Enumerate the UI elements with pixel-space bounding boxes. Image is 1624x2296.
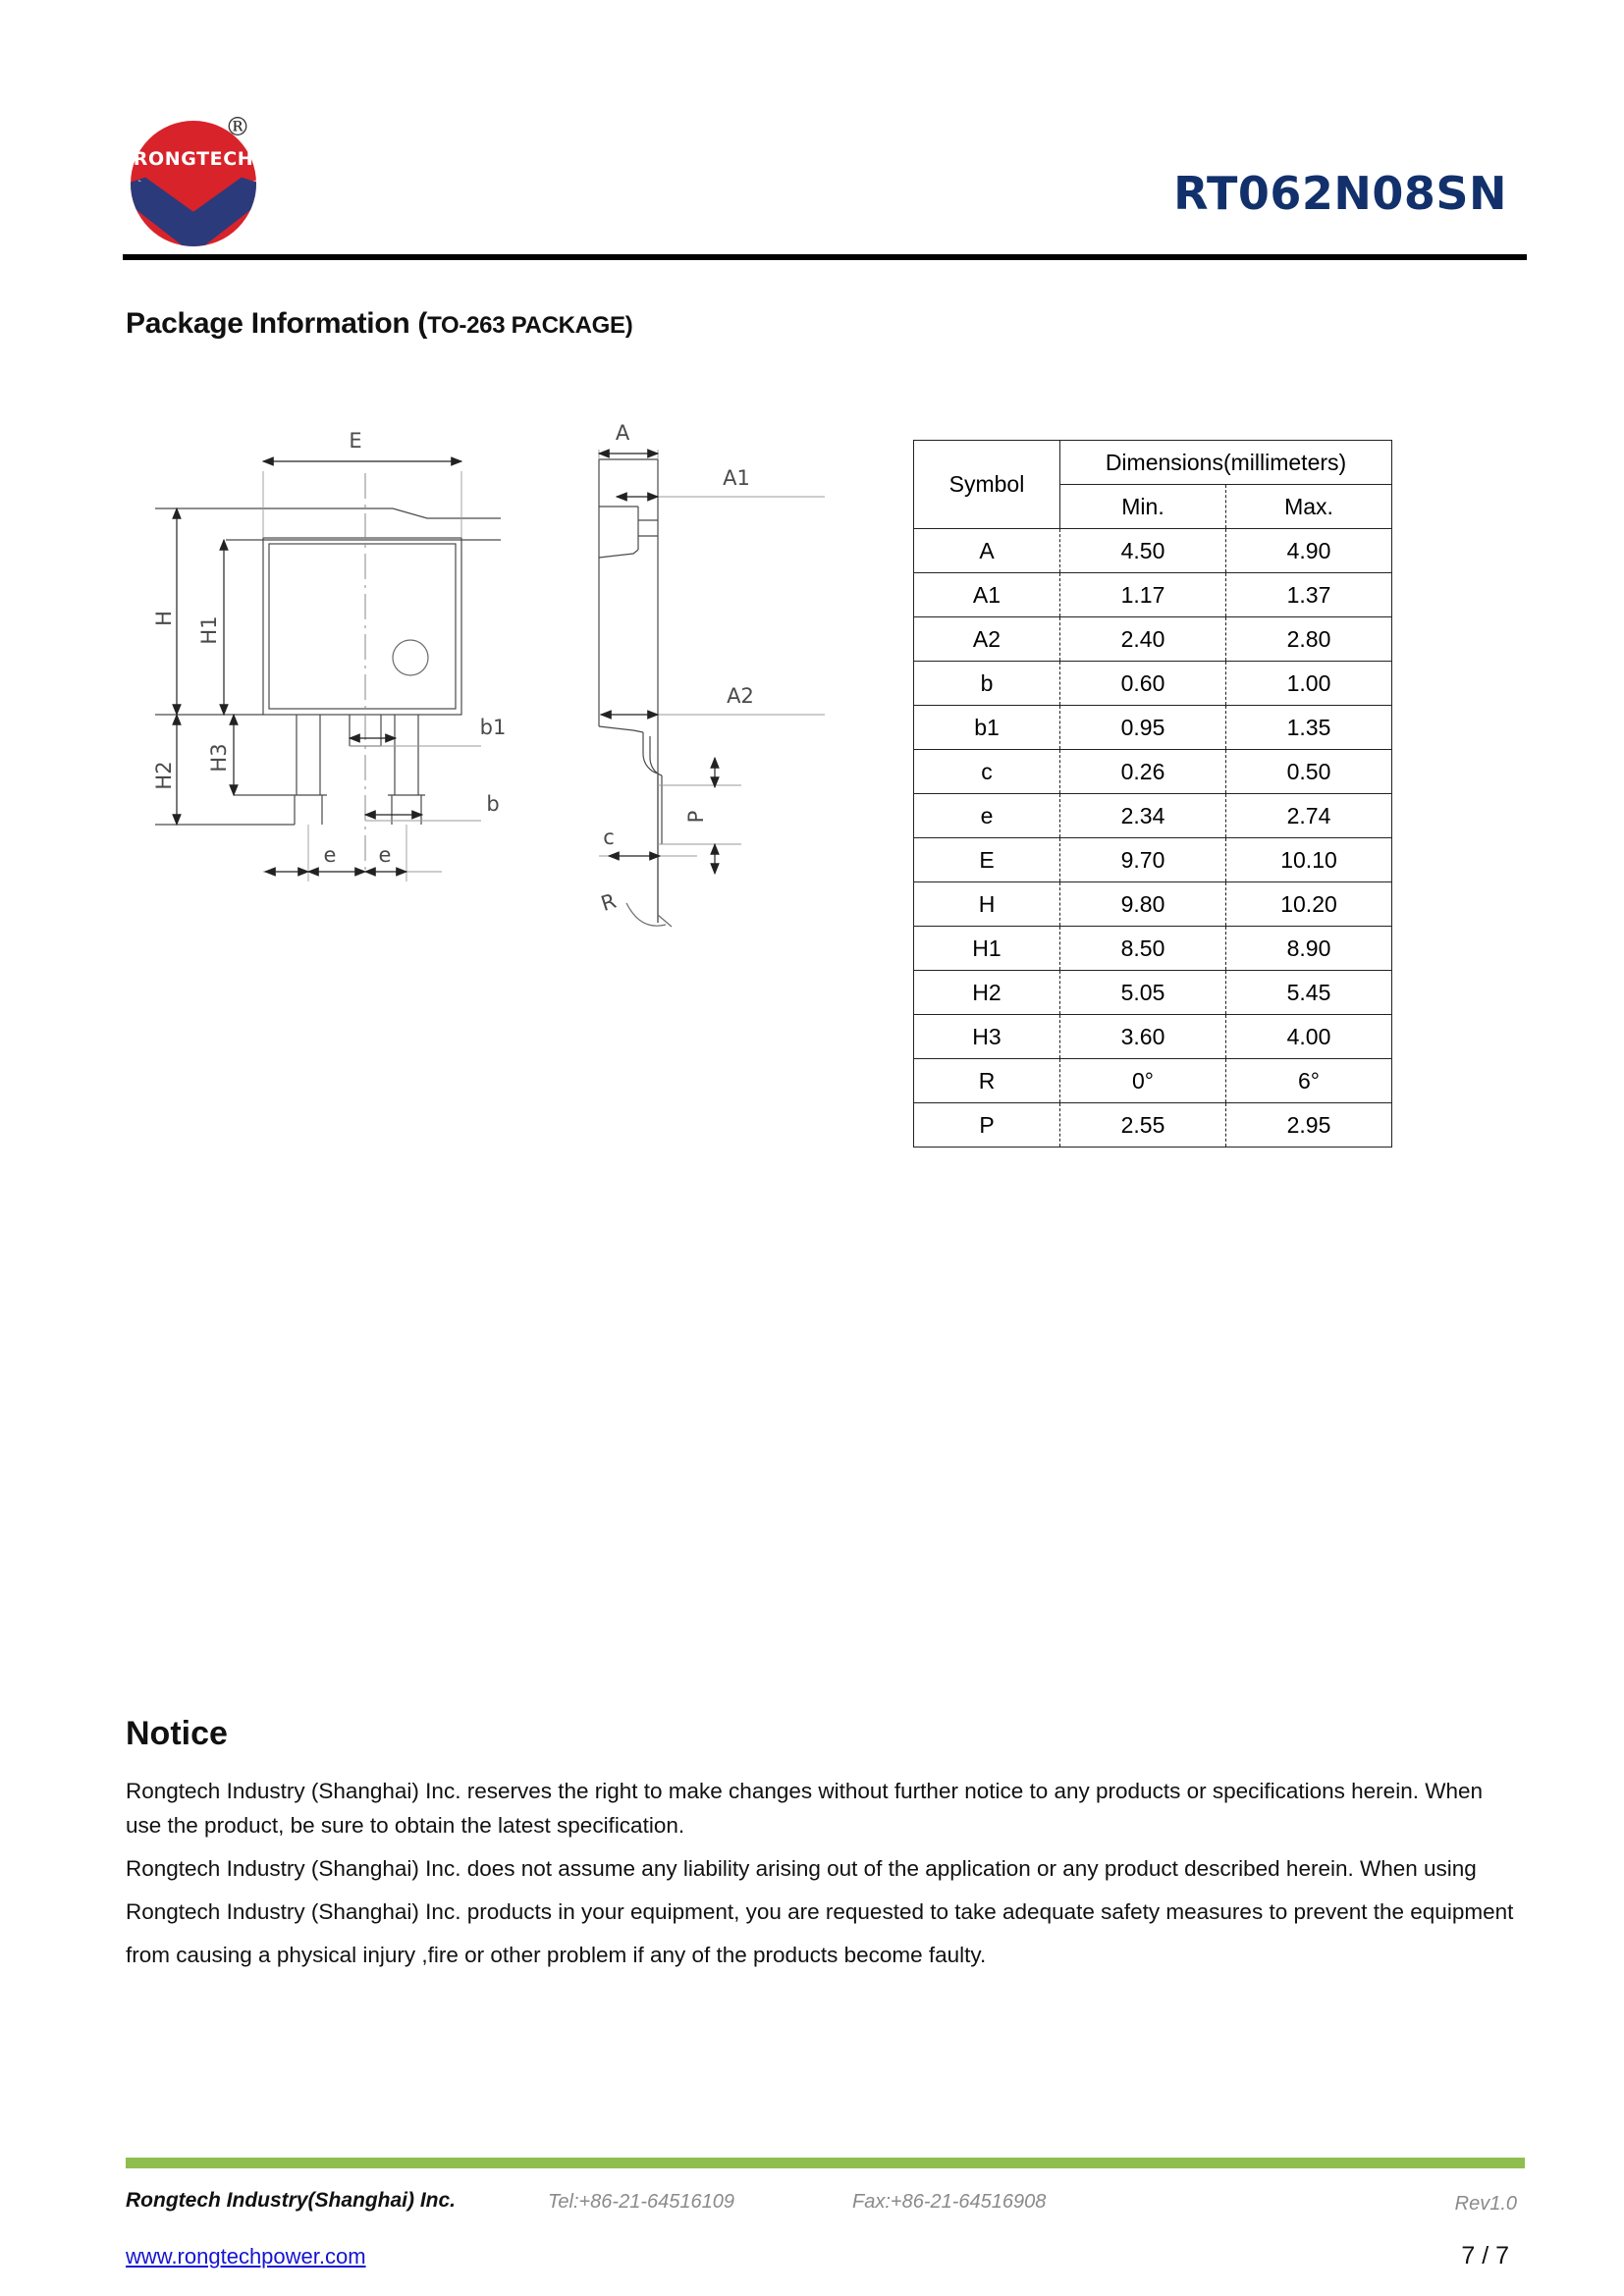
table-row [914,882,1392,927]
cell-max: 2.95 [1226,1103,1392,1148]
column-header-max: Max. [1226,485,1392,529]
dim-label-b: b [486,792,500,816]
notice-body [126,1775,1520,1976]
cell-symbol: H3 [914,1015,1060,1059]
cell-symbol: b1 [914,706,1060,750]
table-row [914,617,1392,662]
cell-min: 3.60 [1060,1015,1226,1059]
cell-max: 10.10 [1226,838,1392,882]
section-heading-sub: TO-263 PACKAGE) [427,312,633,339]
table-row [914,706,1392,750]
cell-min: 4.50 [1060,529,1226,573]
cell-min: 9.70 [1060,838,1226,882]
footer-revision: Rev1.0 [1454,2193,1517,2215]
notice-heading: Notice [126,1715,228,1752]
column-header-min: Min. [1060,485,1226,529]
notice-paragraph-2: Rongtech Industry (Shanghai) Inc. does not assume any liability arising out of the application or any product described herein. When using Rongtech Industry (Shanghai) Inc. products in your equipment, you are requested to take adequate safety measures to prevent the equipment from causing a physical injury ,fire or other problem if any of the products become faulty. [126,1855,1514,1967]
column-header-symbol: Symbol [914,441,1060,529]
table-row [914,794,1392,838]
cell-min: 0.95 [1060,706,1226,750]
cell-symbol: E [914,838,1060,882]
dim-label-H2: H2 [152,761,176,790]
dim-label-H: H [152,611,176,626]
table-row [914,1059,1392,1103]
dimension-table-body [914,529,1392,1148]
cell-max: 2.74 [1226,794,1392,838]
dim-label-c: c [603,826,615,849]
dimension-table-container [913,440,1392,1148]
page-title: RT062N08SN [1173,167,1507,220]
cell-symbol: A1 [914,573,1060,617]
cell-max: 0.50 [1226,750,1392,794]
cell-max: 8.90 [1226,927,1392,971]
dim-label-e2: e [378,843,392,867]
table-row [914,529,1392,573]
cell-max: 1.37 [1226,573,1392,617]
cell-symbol: A [914,529,1060,573]
dim-label-H3: H3 [207,743,231,773]
cell-symbol: H1 [914,927,1060,971]
section-heading [126,307,632,341]
footer-website-link[interactable]: www.rongtechpower.com [126,2244,366,2269]
table-row [914,971,1392,1015]
cell-symbol: c [914,750,1060,794]
cell-symbol: A2 [914,617,1060,662]
package-drawings [147,412,913,942]
table-row [914,838,1392,882]
dim-label-E: E [349,429,362,453]
header-divider [123,254,1527,260]
cell-max: 4.90 [1226,529,1392,573]
table-row [914,750,1392,794]
cell-symbol: R [914,1059,1060,1103]
dim-label-P: P [684,810,708,824]
cell-min: 2.40 [1060,617,1226,662]
cell-min: 1.17 [1060,573,1226,617]
cell-symbol: e [914,794,1060,838]
cell-symbol: H2 [914,971,1060,1015]
cell-min: 0.26 [1060,750,1226,794]
cell-symbol: H [914,882,1060,927]
page-footer [126,2175,1525,2283]
table-row [914,1103,1392,1148]
footer-company-name: Rongtech Industry(Shanghai) Inc. [126,2189,457,2212]
to263-outline-drawing [147,412,913,942]
cell-symbol: b [914,662,1060,706]
page-header [123,88,1527,260]
table-header-row-1 [914,441,1392,485]
notice-paragraph-1: Rongtech Industry (Shanghai) Inc. reserves the right to make changes without further notice to any products or specifications herein. When use the product, be sure to obtain the latest specification. [126,1779,1483,1838]
footer-telephone: Tel:+86-21-64516109 [548,2191,734,2213]
dim-label-b1: b1 [479,716,507,739]
column-header-dimensions: Dimensions(millimeters) [1060,441,1392,485]
dim-label-e1: e [323,843,337,867]
dim-label-A: A [615,421,630,445]
cell-min: 9.80 [1060,882,1226,927]
dim-label-R: R [598,888,620,917]
table-row [914,573,1392,617]
cell-max: 1.35 [1226,706,1392,750]
logo-wordmark: RONGTECH [133,148,254,170]
dim-label-A1: A1 [723,466,750,490]
dim-label-A2: A2 [727,684,754,708]
rongtech-logo [123,113,266,256]
cell-min: 8.50 [1060,927,1226,971]
cell-min: 2.34 [1060,794,1226,838]
cell-min: 2.55 [1060,1103,1226,1148]
footer-page-number: 7 / 7 [1461,2242,1509,2269]
cell-max: 6° [1226,1059,1392,1103]
cell-min: 0.60 [1060,662,1226,706]
cell-min: 0° [1060,1059,1226,1103]
cell-symbol: P [914,1103,1060,1148]
table-row [914,662,1392,706]
registered-trademark-icon: ® [225,113,250,142]
footer-green-bar [126,2158,1525,2168]
cell-max: 2.80 [1226,617,1392,662]
table-row [914,1015,1392,1059]
cell-max: 10.20 [1226,882,1392,927]
cell-min: 5.05 [1060,971,1226,1015]
cell-max: 5.45 [1226,971,1392,1015]
cell-max: 4.00 [1226,1015,1392,1059]
section-heading-main: Package Information ( [126,307,428,340]
dimension-table [913,440,1392,1148]
footer-fax: Fax:+86-21-64516908 [852,2191,1047,2213]
cell-max: 1.00 [1226,662,1392,706]
table-row [914,927,1392,971]
dim-label-H1: H1 [197,615,221,645]
